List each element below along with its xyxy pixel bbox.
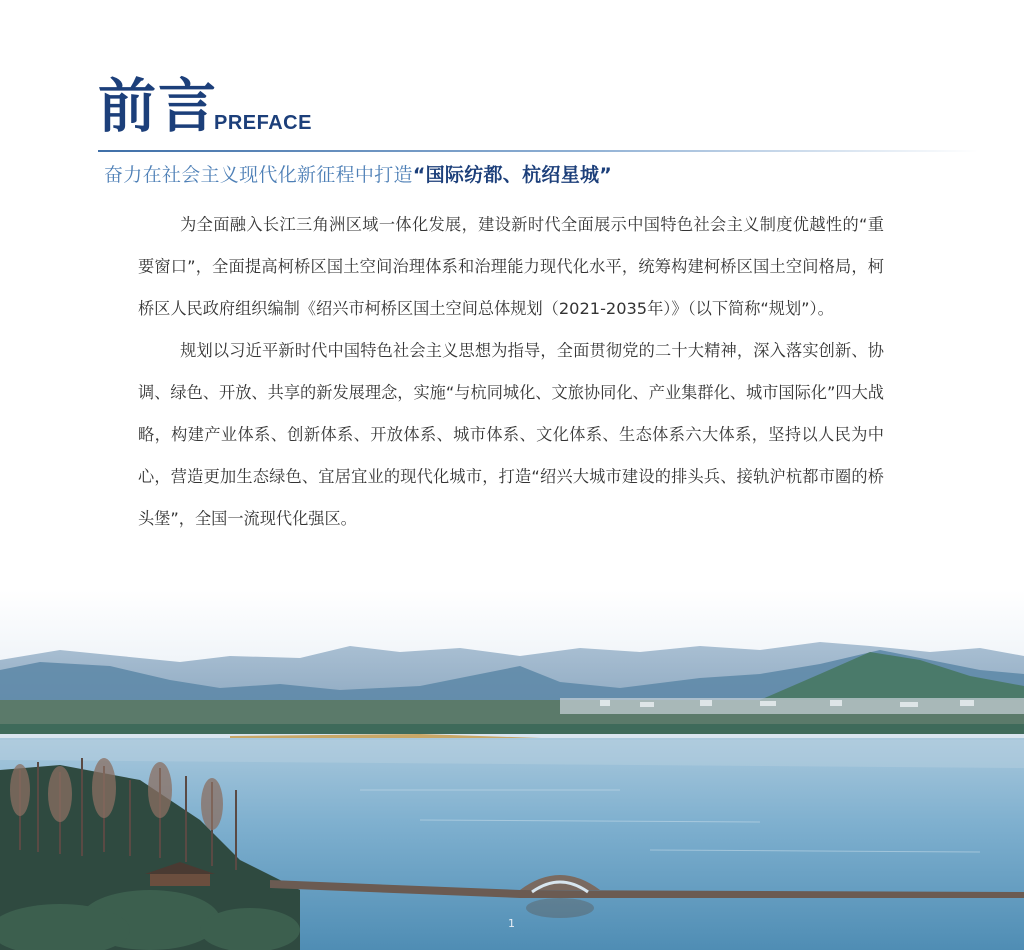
subtitle-main: 奋力在社会主义现代化新征程中打造 (104, 164, 413, 186)
page-number: 1 (508, 917, 515, 930)
subtitle-highlight: “国际纺都、杭绍星城” (412, 164, 613, 186)
landscape-photo (0, 590, 1024, 950)
paragraph-2: 规划以习近平新时代中国特色社会主义思想为指导，全面贯彻党的二十大精神，深入落实创新、协调、绿色、开放、共享的新发展理念，实施“与杭同城化、文旅协同化、产业集群化、城市国际化”四大战略，构建产业体系、创新体系、开放体系、城市体系、文化体系、生态体系六大体系，坚持以人民为中心，营造更加生态绿色、宜居宜业的现代化城市，打造“绍兴大城市建设的排头兵、接轨沪杭都市圈的桥头堡”，全国一流现代化强区。 (138, 341, 884, 528)
paragraph-1: 为全面融入长江三角洲区域一体化发展，建设新时代全面展示中国特色社会主义制度优越性的“重要窗口”，全面提高柯桥区国土空间治理体系和治理能力现代化水平，统筹构建柯桥区国土空间格局，柯桥区人民政府组织编制《绍兴市柯桥区国土空间总体规划（2021-2035年）》（以下简称“规划”）。 (138, 215, 884, 318)
body-text (138, 204, 884, 540)
page-title: 前言 (98, 72, 219, 140)
subtitle (104, 160, 612, 187)
header-divider (98, 150, 978, 152)
page-title-english: PREFACE (214, 112, 312, 134)
